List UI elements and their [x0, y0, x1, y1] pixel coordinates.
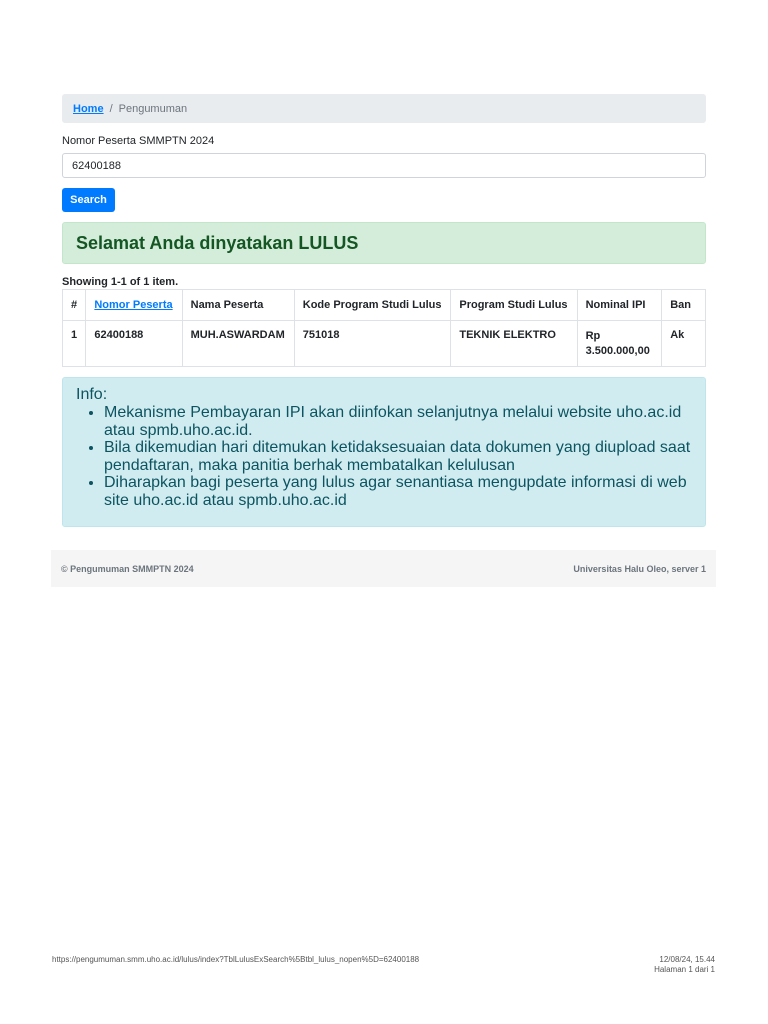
breadcrumb-separator: /: [109, 102, 113, 115]
table-header-row: [63, 290, 706, 321]
info-alert: [62, 377, 706, 527]
info-title: Info:: [76, 386, 108, 403]
header-nomor-peserta: [86, 290, 182, 321]
print-page-number: Halaman 1 dari 1: [654, 965, 715, 974]
info-item: • Diharapkan bagi peserta yang lulus agar senantiasa mengupdate informasi di web site uho.ac.id atau spmb.uho.ac.id: [104, 474, 692, 509]
sort-nomor-peserta-link[interactable]: Nomor Peserta: [94, 299, 173, 311]
header-kode-prodi: Kode Program Studi Lulus: [294, 290, 451, 321]
header-bank: Ban: [662, 290, 706, 321]
cell-prodi: TEKNIK ELEKTRO: [451, 321, 577, 367]
result-message: Selamat Anda dinyatakan LULUS: [76, 232, 359, 253]
breadcrumb-current: Pengumuman: [118, 102, 188, 115]
header-nama-peserta: Nama Peserta: [182, 290, 294, 321]
page-footer: [51, 550, 716, 587]
info-item: • Mekanisme Pembayaran IPI akan diinfokan selanjutnya melalui website uho.ac.id atau spmb.uho.ac.id.: [104, 404, 692, 439]
results-table: [62, 289, 706, 367]
cell-nama-peserta: MUH.ASWARDAM: [182, 321, 294, 367]
header-no: #: [63, 290, 86, 321]
print-url: https://pengumuman.smm.uho.ac.id/lulus/index?TblLulusExSearch%5Btbl_lulus_nopen%5D=62400188: [52, 955, 420, 964]
table-summary: Showing 1-1 of 1 item.: [62, 276, 179, 288]
footer-server: Universitas Halu Oleo, server 1: [573, 563, 706, 574]
nomor-peserta-label: Nomor Peserta SMMPTN 2024: [62, 135, 215, 147]
header-nominal-ipi: Nominal IPI: [577, 290, 662, 321]
print-meta: [654, 955, 715, 975]
results-table-container[interactable]: [62, 289, 706, 367]
nomor-peserta-input[interactable]: [62, 153, 706, 178]
cell-kode-prodi: 751018: [294, 321, 451, 367]
footer-copyright: © Pengumuman SMMPTN 2024: [61, 563, 194, 574]
cell-nomor-peserta: 62400188: [86, 321, 182, 367]
header-prodi: Program Studi Lulus: [451, 290, 577, 321]
info-item: • Bila dikemudian hari ditemukan ketidaksesuaian data dokumen yang diupload saat pendaftaran, maka panitia berhak membatalkan kelulusan: [104, 439, 692, 474]
breadcrumb-home-link[interactable]: Home: [73, 102, 104, 115]
info-list: [76, 404, 692, 509]
search-button[interactable]: Search: [62, 188, 115, 212]
print-datetime: 12/08/24, 15.44: [659, 955, 715, 964]
cell-no: 1: [63, 321, 86, 367]
result-alert: [62, 222, 706, 264]
cell-nominal-ipi: Rp 3.500.000,00: [577, 321, 662, 367]
breadcrumb: [62, 94, 706, 123]
cell-bank: Ak: [662, 321, 706, 367]
table-row: [63, 321, 706, 367]
